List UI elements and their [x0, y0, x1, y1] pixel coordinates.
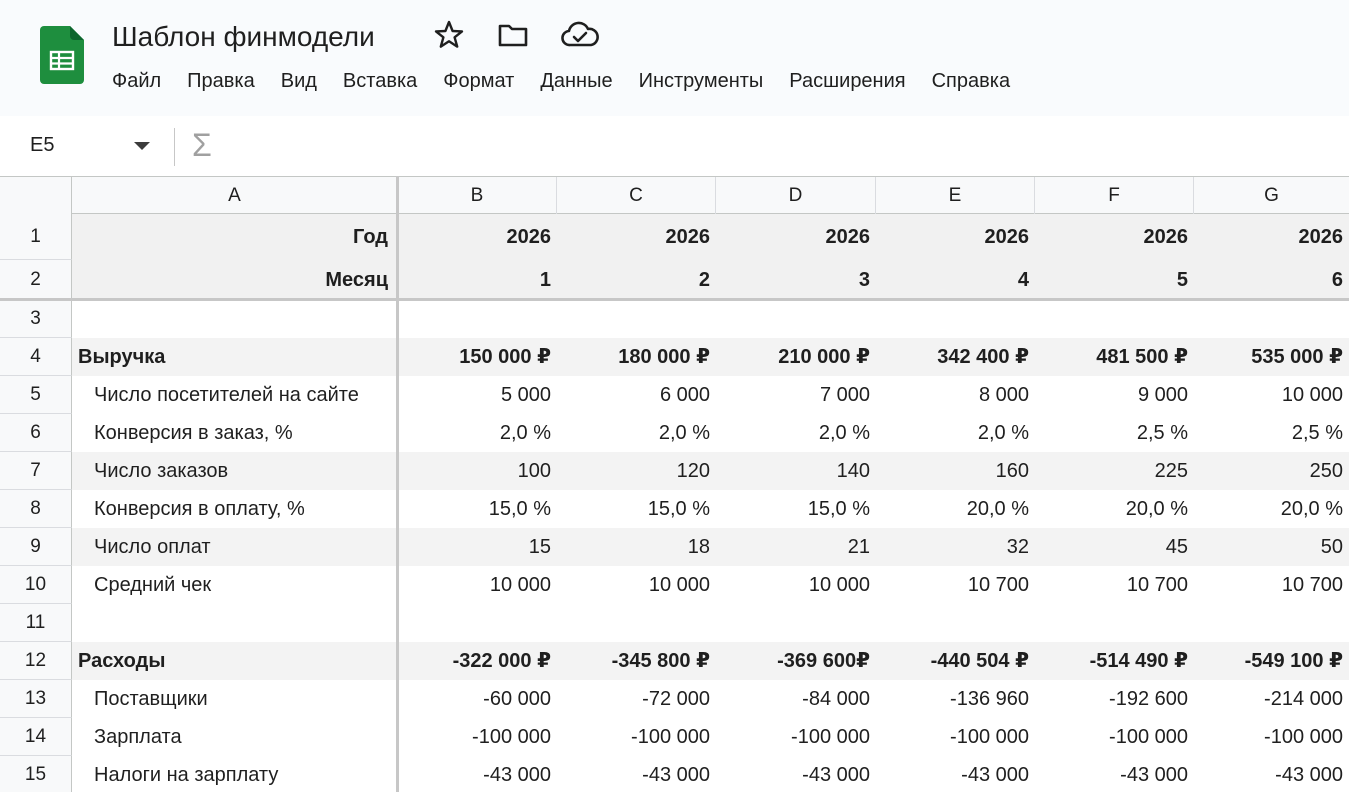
cell-e13[interactable]: -136 960 [950, 688, 1029, 710]
cell-g8[interactable]: 20,0 % [1280, 498, 1343, 520]
cell-g15[interactable]: -43 000 [1275, 764, 1343, 786]
cell-a12[interactable]: Расходы [78, 650, 166, 672]
cell-d15[interactable]: -43 000 [802, 764, 870, 786]
cell-b12[interactable]: -322 000 ₽ [452, 650, 551, 672]
cell-b10[interactable]: 10 000 [489, 574, 551, 596]
cell-b5[interactable]: 5 000 [500, 384, 551, 406]
menu-insert[interactable]: Вставка [342, 70, 418, 92]
menu-edit[interactable]: Правка [187, 70, 255, 92]
cell-b1[interactable]: 2026 [506, 226, 551, 248]
cell-d11[interactable] [716, 604, 876, 642]
cell-d5[interactable]: 7 000 [819, 384, 870, 406]
cell-g1[interactable]: 2026 [1298, 226, 1343, 248]
document-title[interactable]: Шаблон финмодели [112, 21, 375, 52]
cell-f7[interactable]: 225 [1154, 460, 1188, 482]
cell-e5[interactable]: 8 000 [978, 384, 1029, 406]
cell-a7[interactable]: Число заказов [94, 460, 229, 482]
table-row [0, 452, 1349, 490]
cell-d3[interactable] [716, 300, 876, 338]
table-row [0, 214, 1349, 260]
cell-b15[interactable]: -43 000 [483, 764, 551, 786]
table-row [0, 490, 1349, 528]
column-header-f[interactable]: F [1035, 177, 1194, 214]
cell-d14[interactable]: -100 000 [791, 726, 870, 748]
column-header-g[interactable]: G [1264, 185, 1279, 206]
column-header-c[interactable]: C [557, 177, 716, 214]
cell-a1[interactable]: Год [353, 226, 388, 248]
cell-f2[interactable]: 5 [1176, 269, 1188, 291]
cell-e7[interactable]: 160 [995, 460, 1029, 482]
row-header[interactable]: 6 [0, 414, 72, 452]
row-header[interactable]: 13 [0, 680, 72, 718]
column-header-d[interactable]: D [716, 177, 876, 214]
table-row [0, 338, 1349, 376]
cell-g12[interactable]: -549 100 ₽ [1244, 650, 1343, 672]
name-box-dropdown-icon[interactable] [134, 142, 150, 150]
cell-e9[interactable]: 32 [1006, 536, 1029, 558]
table-row [0, 528, 1349, 566]
cell-g7[interactable]: 250 [1309, 460, 1343, 482]
table-row [0, 300, 1349, 338]
cell-f3[interactable] [1035, 300, 1194, 338]
cell-c3[interactable] [557, 300, 716, 338]
cell-f4[interactable]: 481 500 ₽ [1096, 346, 1188, 368]
cell-c10[interactable]: 10 000 [648, 574, 710, 596]
menu-bar [112, 68, 1023, 94]
cell-a14[interactable]: Зарплата [94, 726, 182, 748]
cell-f6[interactable]: 2,5 % [1136, 422, 1188, 444]
cell-b8[interactable]: 15,0 % [488, 498, 551, 520]
cell-b3[interactable] [398, 300, 557, 338]
cell-b2[interactable]: 1 [539, 269, 551, 291]
cell-c14[interactable]: -100 000 [631, 726, 710, 748]
row-header[interactable]: 15 [0, 756, 72, 792]
cell-b9[interactable]: 15 [528, 536, 551, 558]
sigma-icon[interactable]: Σ [192, 127, 212, 163]
name-box[interactable]: E5 [30, 134, 55, 156]
table-row [0, 414, 1349, 452]
spreadsheet-grid[interactable] [0, 176, 1349, 792]
menu-extensions[interactable]: Расширения [789, 70, 906, 92]
cell-c12[interactable]: -345 800 ₽ [611, 650, 710, 672]
row-header[interactable]: 14 [0, 718, 72, 756]
cell-g2[interactable]: 6 [1331, 269, 1343, 291]
row-header[interactable]: 12 [0, 642, 72, 680]
cell-f5[interactable]: 9 000 [1137, 384, 1188, 406]
cell-e1[interactable]: 2026 [984, 226, 1029, 248]
cell-e4[interactable]: 342 400 ₽ [937, 346, 1029, 368]
cell-a6[interactable]: Конверсия в заказ, % [94, 422, 293, 444]
column-header-a[interactable]: A [72, 177, 398, 214]
cell-a11[interactable] [72, 604, 396, 642]
cell-a15[interactable]: Налоги на зарплату [94, 764, 279, 786]
cell-d10[interactable]: 10 000 [808, 574, 870, 596]
folder-icon[interactable] [496, 18, 530, 52]
cell-c2[interactable]: 2 [698, 269, 710, 291]
cell-d13[interactable]: -84 000 [802, 688, 870, 710]
cell-e15[interactable]: -43 000 [961, 764, 1029, 786]
cell-a13[interactable]: Поставщики [94, 688, 208, 710]
cell-d2[interactable]: 3 [858, 269, 870, 291]
table-row [0, 260, 1349, 300]
row-header[interactable]: 8 [0, 490, 72, 528]
cell-c5[interactable]: 6 000 [659, 384, 710, 406]
cell-b11[interactable] [398, 604, 557, 642]
cell-g5[interactable]: 10 000 [1281, 384, 1343, 406]
cell-d12[interactable]: -369 600₽ [777, 650, 870, 672]
row-header[interactable]: 4 [0, 338, 72, 376]
table-row [0, 566, 1349, 604]
table-row [0, 680, 1349, 718]
cell-f8[interactable]: 20,0 % [1125, 498, 1188, 520]
select-all-corner[interactable] [0, 177, 72, 214]
cell-b13[interactable]: -60 000 [483, 688, 551, 710]
cell-c13[interactable]: -72 000 [642, 688, 710, 710]
cell-c4[interactable]: 180 000 ₽ [618, 346, 710, 368]
column-header-e[interactable]: E [876, 177, 1035, 214]
cell-d7[interactable]: 140 [836, 460, 870, 482]
row-header[interactable]: 1 [0, 214, 72, 260]
formula-bar [0, 116, 1349, 176]
cell-g4[interactable]: 535 000 ₽ [1251, 346, 1343, 368]
cell-b6[interactable]: 2,0 % [499, 422, 551, 444]
cell-f13[interactable]: -192 600 [1109, 688, 1188, 710]
menu-tools[interactable]: Инструменты [638, 70, 764, 92]
row-header[interactable]: 11 [0, 604, 72, 642]
cell-g13[interactable]: -214 000 [1264, 688, 1343, 710]
cell-a5[interactable]: Число посетителей на сайте [94, 384, 359, 406]
cell-g3[interactable] [1194, 300, 1349, 338]
frozen-row-divider[interactable] [0, 298, 1349, 301]
cell-f12[interactable]: -514 490 ₽ [1089, 650, 1188, 672]
cell-d9[interactable]: 21 [847, 536, 870, 558]
cell-g9[interactable]: 50 [1320, 536, 1343, 558]
table-row [0, 756, 1349, 792]
cell-a4[interactable]: Выручка [78, 346, 166, 368]
column-header-b[interactable]: B [398, 177, 557, 214]
cell-e8[interactable]: 20,0 % [966, 498, 1029, 520]
formula-bar-divider [174, 128, 175, 166]
cell-f14[interactable]: -100 000 [1109, 726, 1188, 748]
cell-c8[interactable]: 15,0 % [647, 498, 710, 520]
cell-c9[interactable]: 18 [687, 536, 710, 558]
menu-help[interactable]: Справка [931, 70, 1011, 92]
star-icon[interactable] [432, 18, 466, 52]
cell-f11[interactable] [1035, 604, 1194, 642]
menu-data[interactable]: Данные [540, 70, 613, 92]
row-header[interactable]: 5 [0, 376, 72, 414]
app-header [0, 0, 1349, 116]
cell-g11[interactable] [1194, 604, 1349, 642]
cell-e6[interactable]: 2,0 % [977, 422, 1029, 444]
frozen-column-divider[interactable] [396, 176, 399, 792]
table-row [0, 376, 1349, 414]
cell-d8[interactable]: 15,0 % [807, 498, 870, 520]
cell-a3[interactable] [72, 300, 396, 338]
cell-a10[interactable]: Средний чек [94, 574, 212, 596]
cell-f9[interactable]: 45 [1165, 536, 1188, 558]
cell-d1[interactable]: 2026 [825, 226, 870, 248]
row-header[interactable]: 10 [0, 566, 72, 604]
google-sheets-logo-icon[interactable] [40, 26, 84, 84]
table-row [0, 604, 1349, 642]
cell-e12[interactable]: -440 504 ₽ [930, 650, 1029, 672]
cell-a9[interactable]: Число оплат [94, 536, 211, 558]
menu-file[interactable]: Файл [112, 70, 162, 92]
cell-f15[interactable]: -43 000 [1120, 764, 1188, 786]
cell-e11[interactable] [876, 604, 1035, 642]
cell-e14[interactable]: -100 000 [950, 726, 1029, 748]
cell-c7[interactable]: 120 [676, 460, 710, 482]
cell-g10[interactable]: 10 700 [1281, 574, 1343, 596]
cell-g6[interactable]: 2,5 % [1291, 422, 1343, 444]
table-row [0, 718, 1349, 756]
cell-c6[interactable]: 2,0 % [658, 422, 710, 444]
cell-d6[interactable]: 2,0 % [818, 422, 870, 444]
row-header[interactable]: 7 [0, 452, 72, 490]
cell-d4[interactable]: 210 000 ₽ [778, 346, 870, 368]
cell-e10[interactable]: 10 700 [967, 574, 1029, 596]
cell-e2[interactable]: 4 [1017, 269, 1029, 291]
cell-e3[interactable] [876, 300, 1035, 338]
row-header[interactable]: 9 [0, 528, 72, 566]
cell-c11[interactable] [557, 604, 716, 642]
cell-b7[interactable]: 100 [517, 460, 551, 482]
cell-a8[interactable]: Конверсия в оплату, % [94, 498, 305, 520]
cell-f1[interactable]: 2026 [1143, 226, 1188, 248]
menu-view[interactable]: Вид [280, 70, 317, 92]
cell-b4[interactable]: 150 000 ₽ [459, 346, 551, 368]
column-headers [0, 176, 1349, 214]
row-header[interactable]: 3 [0, 300, 72, 338]
cell-c1[interactable]: 2026 [665, 226, 710, 248]
cell-b14[interactable]: -100 000 [472, 726, 551, 748]
table-row [0, 642, 1349, 680]
cell-a2[interactable]: Месяц [325, 269, 388, 291]
cloud-saved-icon[interactable] [560, 18, 594, 52]
cell-g14[interactable]: -100 000 [1264, 726, 1343, 748]
menu-format[interactable]: Формат [443, 70, 515, 92]
title-actions [432, 18, 594, 52]
row-header[interactable]: 2 [0, 260, 72, 300]
cell-c15[interactable]: -43 000 [642, 764, 710, 786]
cell-f10[interactable]: 10 700 [1126, 574, 1188, 596]
